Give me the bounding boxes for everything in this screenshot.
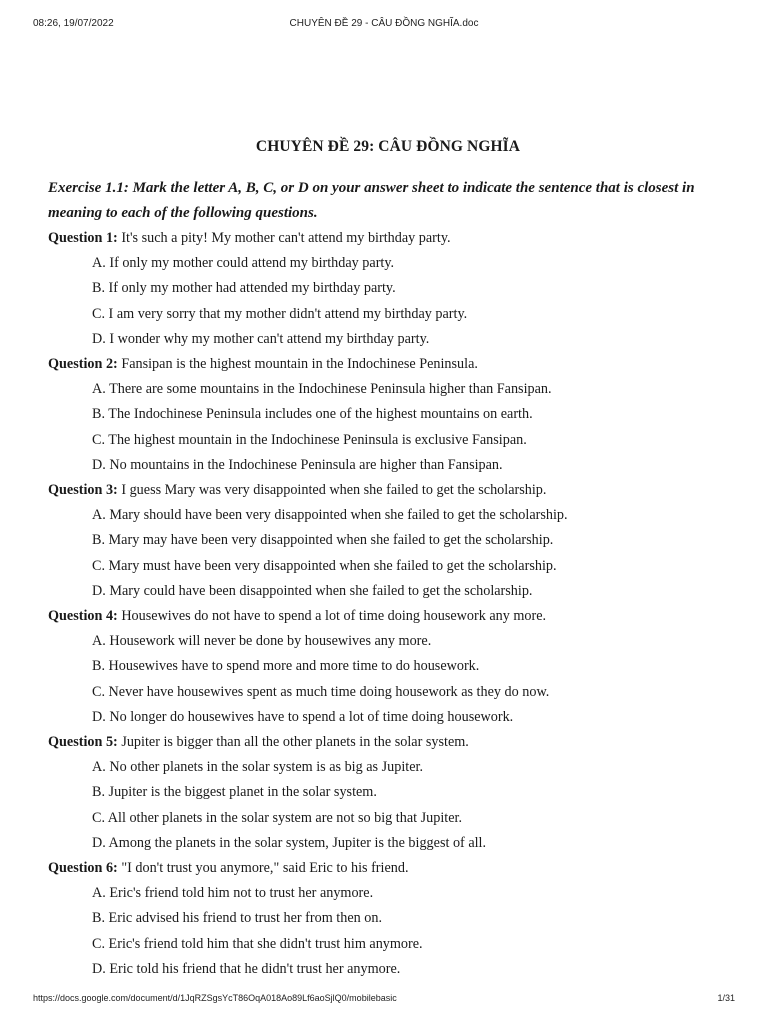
answer-option: C. I am very sorry that my mother didn't attend my birthday party.	[92, 305, 468, 322]
question-label: Question 1:	[48, 230, 118, 246]
question-text: "I don't trust you anymore," said Eric to his friend.	[117, 860, 409, 877]
question-text: Jupiter is bigger than all the other planets in the solar system.	[117, 734, 469, 751]
question-label: Question 4:	[48, 608, 118, 625]
answer-option: B. If only my mother had attended my birthday party.	[92, 280, 396, 297]
answer-option: D. No longer do housewives have to spend a lot of time doing housework.	[92, 708, 514, 725]
answer-option: A. There are some mountains in the Indochinese Peninsula higher than Fansipan.	[92, 381, 552, 398]
answer-option: A. Housework will never be done by housewives any more.	[92, 633, 432, 650]
exercise-label: Exercise 1.1	[48, 180, 124, 196]
document-body	[48, 138, 728, 982]
answer-option: A. Eric's friend told him not to trust her anymore.	[92, 885, 374, 902]
answer-option: D. I wonder why my mother can't attend my birthday party.	[92, 330, 430, 347]
question	[48, 352, 728, 478]
question-text: Housewives do not have to spend a lot of time doing housework any more.	[117, 608, 547, 625]
answer-option: C. Mary must have been very disappointed when she failed to get the scholarship.	[92, 557, 557, 574]
question-label: Question 6:	[48, 860, 118, 877]
page-number: 1/31	[717, 993, 735, 1003]
print-datetime: 08:26, 19/07/2022	[33, 18, 114, 29]
answer-option: B. Eric advised his friend to trust her from then on.	[92, 910, 382, 927]
answer-option: A. Mary should have been very disappointed when she failed to get the scholarship.	[92, 507, 568, 524]
answer-option: C. The highest mountain in the Indochinese Peninsula is exclusive Fansipan.	[92, 431, 527, 448]
question-list	[48, 226, 728, 982]
question-text: It's such a pity! My mother can't attend my birthday party.	[117, 230, 451, 246]
question	[48, 856, 728, 982]
print-footer	[0, 993, 768, 1007]
answer-option: A. No other planets in the solar system is as big as Jupiter.	[92, 759, 423, 776]
question	[48, 478, 728, 604]
answer-option: D. No mountains in the Indochinese Peninsula are higher than Fansipan.	[92, 456, 503, 473]
question-stem	[48, 226, 728, 251]
answer-option: B. Jupiter is the biggest planet in the solar system.	[92, 784, 377, 801]
question-text: I guess Mary was very disappointed when she failed to get the scholarship.	[117, 482, 547, 499]
question-label: Question 3:	[48, 482, 118, 499]
answer-option: C. Eric's friend told him that she didn't trust him anymore.	[92, 935, 423, 952]
question-stem	[48, 604, 728, 629]
answer-option: D. Mary could have been disappointed when she failed to get the scholarship.	[92, 582, 533, 599]
document-heading: CHUYÊN ĐỀ 29: CÂU ĐỒNG NGHĨA	[255, 138, 521, 155]
answer-option: C. All other planets in the solar system are not so big that Jupiter.	[92, 809, 463, 826]
question	[48, 604, 728, 730]
answer-option: A. If only my mother could attend my birthday party.	[92, 255, 395, 272]
answer-option: D. Among the planets in the solar system, Jupiter is the biggest of all.	[92, 834, 487, 851]
question-stem	[48, 856, 728, 881]
question	[48, 226, 728, 352]
question	[48, 730, 728, 856]
exercise-instruction-text: : Mark the letter A, B, C, or D on your answer sheet to indicate the sentence that is closest in meaning to each of the following questions.	[48, 180, 695, 221]
answer-option: B. The Indochinese Peninsula includes one of the highest mountains on earth.	[92, 406, 533, 423]
answer-option: B. Mary may have been very disappointed when she failed to get the scholarship.	[92, 532, 554, 549]
answer-option: D. Eric told his friend that he didn't trust her anymore.	[92, 960, 401, 977]
answer-option: C. Never have housewives spent as much time doing housework as they do now.	[92, 683, 550, 700]
print-document-title: CHUYÊN ĐỀ 29 - CÂU ĐỒNG NGHĨA.doc	[289, 18, 479, 29]
answer-option: B. Housewives have to spend more and more time to do housework.	[92, 658, 480, 675]
document-url: https://docs.google.com/document/d/1JqRZSgsYcT86OqA018Ao89Lf6aoSjlQ0/mobilebasic	[33, 993, 397, 1003]
question-label: Question 2:	[48, 356, 118, 373]
question-stem	[48, 352, 728, 377]
question-label: Question 5:	[48, 734, 118, 751]
exercise-instruction	[48, 176, 728, 226]
question-text: Fansipan is the highest mountain in the Indochinese Peninsula.	[117, 356, 478, 373]
question-stem	[48, 478, 728, 503]
print-header	[0, 18, 768, 32]
question-stem	[48, 730, 728, 755]
